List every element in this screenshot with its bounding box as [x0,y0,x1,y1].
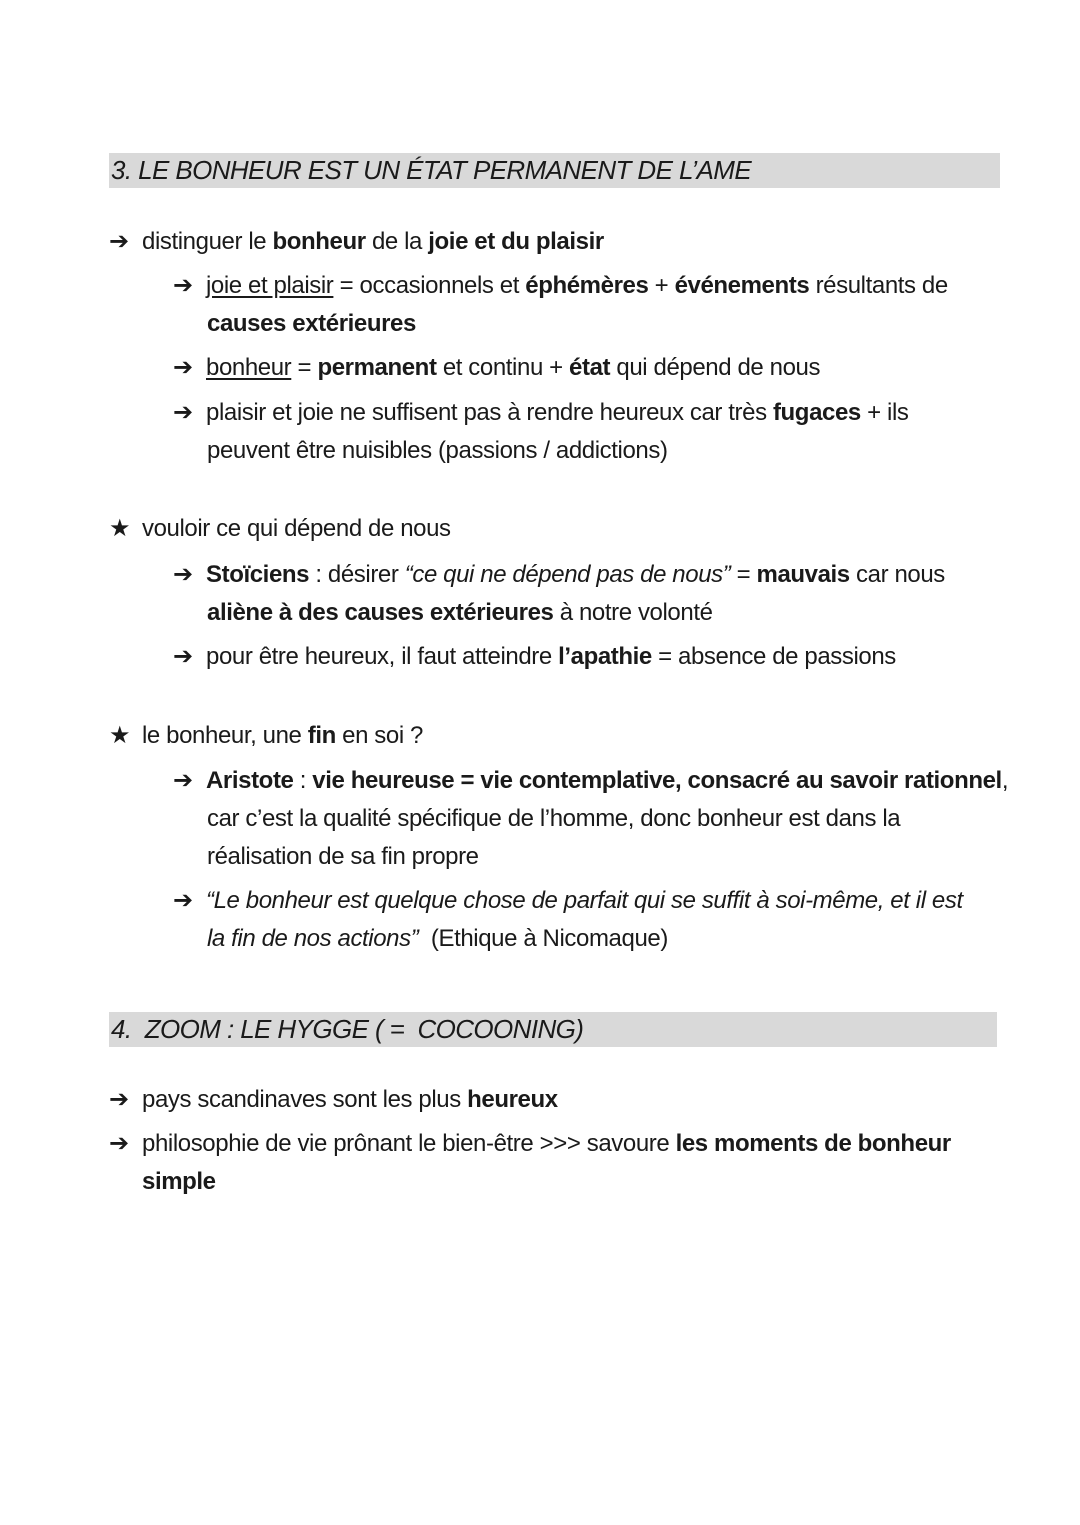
sub-bullet-quote [173,886,963,916]
section-3-heading [109,153,1000,188]
text: plaisir et joie ne suffisent pas à rendre heureux car très [206,399,773,426]
sub-bullet-quote-cont [207,924,668,954]
bold-text: aliène à des causes extérieures [207,599,554,626]
section-4-heading [109,1012,997,1047]
bold-text: permanent [317,354,437,381]
bold-text: vie heureuse = vie contemplative, consacré au savoir rationnel [312,767,1002,794]
bold-text: fugaces [772,399,861,426]
bold-text: Stoïciens [206,561,310,588]
bold-text: fin [307,722,336,749]
arrow-icon: ➔ [173,354,193,381]
star-bullet-fin-en-soi [109,721,423,751]
text: résultants de [809,272,948,299]
text: + [648,272,675,299]
bold-text: les moments de bonheur [675,1130,951,1157]
text: réalisation de sa fin propre [207,843,479,870]
arrow-icon: ➔ [173,561,193,588]
sub-bullet-stoiciens-cont [207,598,713,628]
sub-bullet-apathie [173,642,896,672]
arrow-icon: ➔ [173,643,193,670]
text: de la [365,228,429,255]
text: philosophie de vie prônant le bien-être >>> savoure [142,1130,676,1157]
arrow-icon: ➔ [173,767,193,794]
text: à notre volonté [553,599,713,626]
star-icon: ★ [109,722,131,749]
text: distinguer le [142,228,273,255]
section-4-title: 4. ZOOM : LE HYGGE ( = COCOONING) [111,1014,584,1044]
section-3-title: 3. LE BONHEUR EST UN ÉTAT PERMANENT DE L’AME [111,155,752,185]
sub-bullet-plaisir-joie [173,398,908,428]
text: : [293,767,313,794]
text: en soi ? [335,722,424,749]
arrow-icon: ➔ [173,399,193,426]
arrow-icon: ➔ [109,1086,129,1113]
bold-text: Aristote [206,767,294,794]
italic-text: “ce qui ne dépend pas de nous” [404,561,731,588]
bullet-philosophie [109,1129,951,1159]
text: pour être heureux, il faut atteindre [206,643,559,670]
arrow-icon: ➔ [109,1130,129,1157]
bold-text: mauvais [756,561,850,588]
star-icon: ★ [109,515,131,542]
sub-bullet-bonheur [173,353,820,383]
star-bullet-vouloir [109,514,451,544]
bold-text: événements [674,272,810,299]
arrow-icon: ➔ [173,272,193,299]
text: = occasionnels et [333,272,526,299]
text: = [730,561,757,588]
text: + ils [860,399,909,426]
text: peuvent être nuisibles (passions / addictions) [207,437,668,464]
underlined-text: bonheur [206,354,292,381]
text: vouloir ce qui dépend de nous [142,515,451,542]
sub-bullet-aristote [173,766,1008,796]
text: car nous [849,561,945,588]
bullet-philosophie-cont [142,1167,216,1197]
text: le bonheur, une [142,722,308,749]
sub-bullet-plaisir-joie-cont [207,436,668,466]
bold-text: causes extérieures [207,310,416,337]
bold-text: joie et du plaisir [428,228,604,255]
bullet-scandinaves [109,1085,558,1115]
bullet-distinguer [109,227,604,257]
sub-bullet-joie-plaisir [173,271,948,301]
bold-text: heureux [467,1086,558,1113]
sub-bullet-joie-plaisir-cont [207,309,416,339]
text: et continu + [436,354,570,381]
sub-bullet-stoiciens [173,560,945,590]
bold-text: éphémères [525,272,649,299]
bold-text: état [569,354,611,381]
text: , [1001,767,1009,794]
text: qui dépend de nous [610,354,821,381]
sub-bullet-aristote-cont2 [207,842,479,872]
bold-text: bonheur [272,228,366,255]
text: = absence de passions [651,643,896,670]
sub-bullet-aristote-cont1 [207,804,900,834]
underlined-text: joie et plaisir [206,272,334,299]
bold-text: l’apathie [558,643,652,670]
text: car c’est la qualité spécifique de l’homme, donc bonheur est dans la [207,805,901,832]
text: pays scandinaves sont les plus [142,1086,468,1113]
italic-text: “Le bonheur est quelque chose de parfait qui se suffit à soi-même, et il est [206,887,963,914]
italic-text: la fin de nos actions” [207,925,419,952]
arrow-icon: ➔ [109,228,129,255]
text: (Ethique à Nicomaque) [418,925,668,952]
text: = [291,354,318,381]
bold-text: simple [142,1168,216,1195]
arrow-icon: ➔ [173,887,193,914]
text: : désirer [309,561,405,588]
